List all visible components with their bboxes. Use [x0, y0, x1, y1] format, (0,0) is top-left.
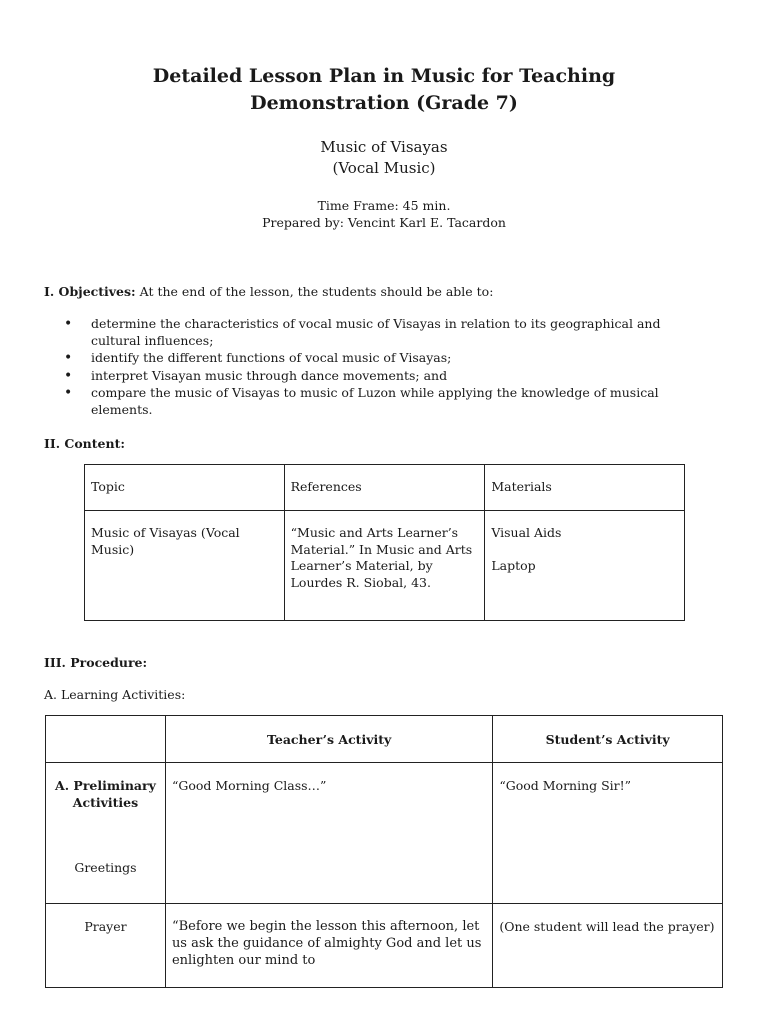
header-topic: Topic: [85, 465, 285, 511]
document-meta: [60, 197, 708, 231]
content-header-row: [85, 465, 685, 511]
teacher-activity-cell: “Good Morning Class…”: [165, 763, 492, 904]
header-teacher-activity: Teacher’s Activity: [165, 716, 492, 763]
topic-cell: Music of Visayas (Vocal Music): [85, 511, 285, 621]
objectives-section: [44, 283, 493, 300]
material-item: Visual Aids: [491, 525, 562, 540]
teacher-activity-cell: “Before we begin the lesson this afternoon, let us ask the guidance of almighty God and let us enlighten our mind to: [165, 904, 492, 988]
material-item: Laptop: [491, 557, 536, 573]
time-frame: Time Frame: 45 min.: [317, 198, 451, 213]
procedure-table: [45, 715, 723, 988]
document-title: [60, 63, 708, 117]
title-line-2: Demonstration (Grade 7): [250, 92, 518, 114]
row-label-cell: [46, 763, 166, 904]
subtitle-line-1: Music of Visayas: [320, 138, 448, 156]
objective-item: • identify the different functions of vocal music of Visayas;: [64, 350, 704, 367]
student-activity-cell: “Good Morning Sir!”: [493, 763, 723, 904]
materials-cell: [485, 511, 685, 621]
objectives-heading: I. Objectives:: [44, 284, 136, 299]
student-activity-cell: (One student will lead the prayer): [493, 904, 723, 988]
header-materials: Materials: [485, 465, 685, 511]
objective-item: • determine the characteristics of vocal music of Visayas in relation to its geographical and cultural influences;: [64, 316, 704, 349]
header-references: References: [284, 465, 485, 511]
procedure-row-prayer: [46, 904, 723, 988]
procedure-section: [44, 654, 147, 671]
procedure-header-row: [46, 716, 723, 763]
objectives-list: [64, 316, 704, 419]
title-line-1: Detailed Lesson Plan in Music for Teaching: [152, 65, 616, 87]
subtitle-line-2: (Vocal Music): [332, 159, 436, 177]
procedure-row-greetings: [46, 763, 723, 904]
row-label-main: A. Preliminary Activities: [55, 778, 156, 810]
content-heading: II. Content:: [44, 436, 125, 451]
content-body-row: [85, 511, 685, 621]
content-section: [44, 435, 125, 452]
row-label-cell: [46, 904, 166, 988]
objective-item: • interpret Visayan music through dance movements; and: [64, 368, 704, 385]
references-cell: “Music and Arts Learner’s Material.” In Music and Arts Learner’s Material, by Lourdes R. Siobal, 43.: [284, 511, 485, 621]
objectives-intro: At the end of the lesson, the students should be able to:: [139, 284, 494, 299]
objective-item: • compare the music of Visayas to music of Luzon while applying the knowledge of musical elements.: [64, 385, 704, 418]
prepared-by: Prepared by: Vencint Karl E. Tacardon: [262, 215, 506, 230]
procedure-heading: III. Procedure:: [44, 655, 148, 670]
row-label-sub: Prayer: [84, 919, 127, 934]
header-student-activity: Student’s Activity: [493, 716, 723, 763]
learning-activities-label: A. Learning Activities:: [44, 687, 186, 702]
document-subtitle: [60, 137, 708, 179]
row-label-sub: Greetings: [74, 860, 137, 875]
header-blank: [46, 716, 166, 763]
content-table: [84, 464, 685, 621]
